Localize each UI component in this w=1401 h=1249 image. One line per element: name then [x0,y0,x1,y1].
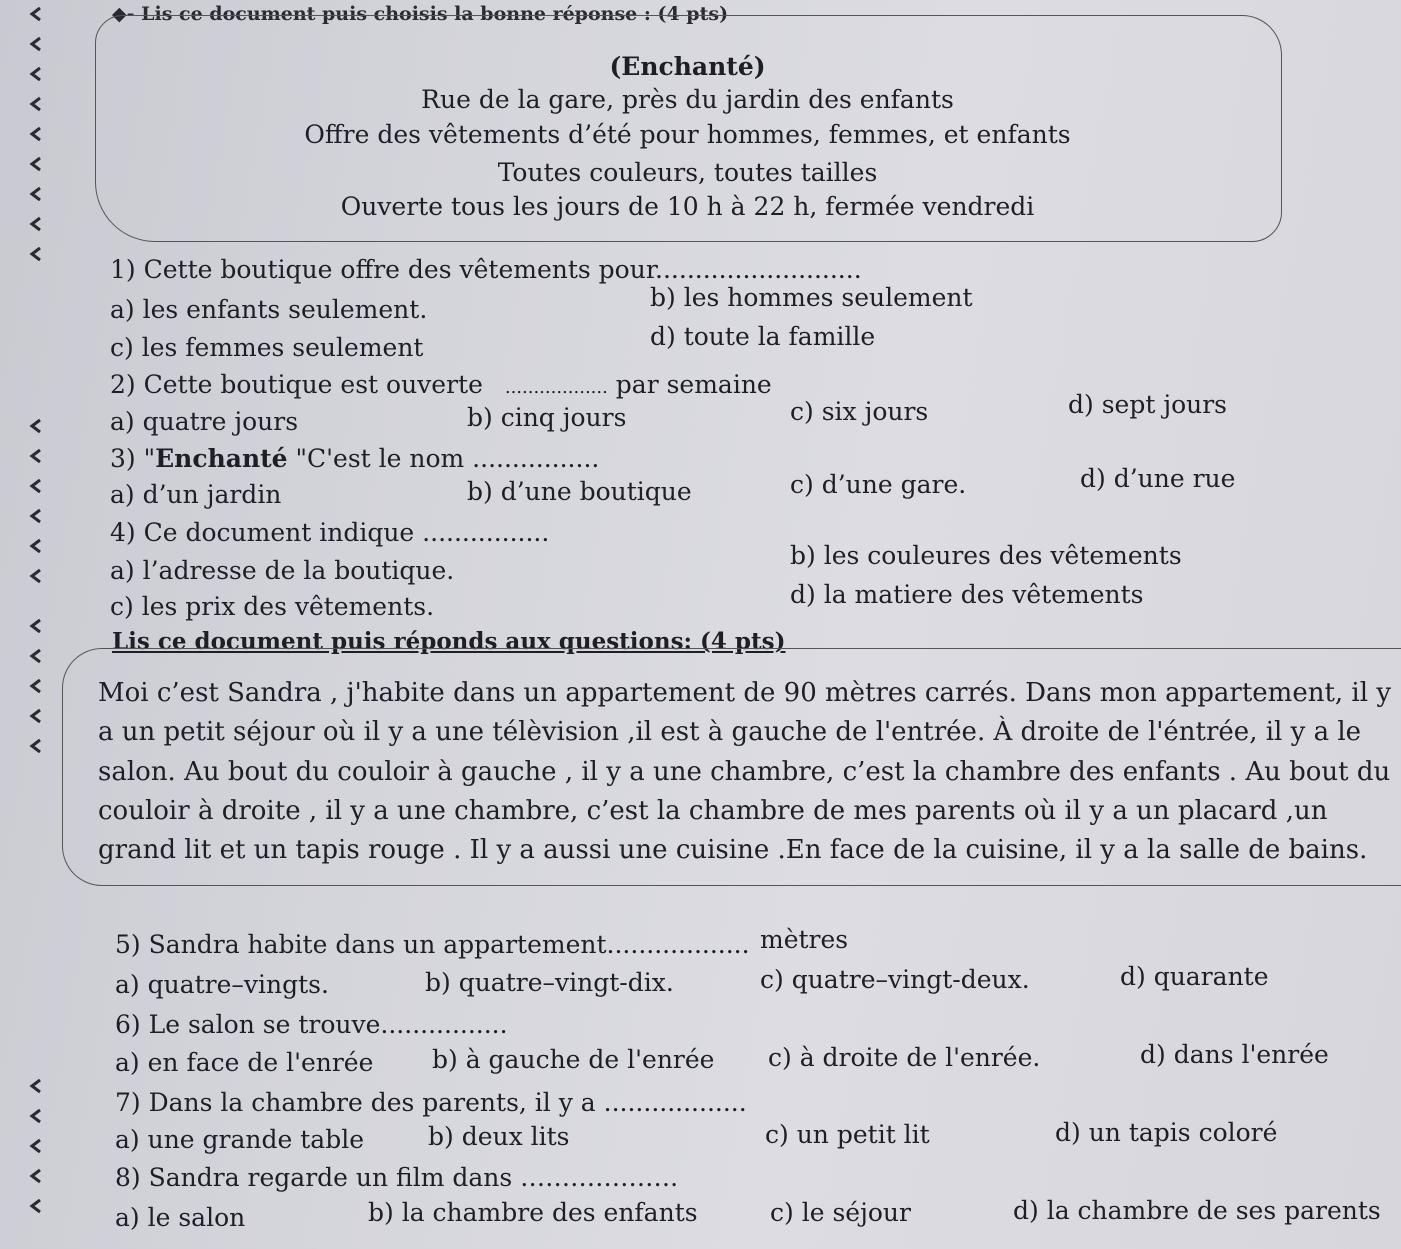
paragraph-line: a un petit séjour où il y a une télèvision ,il est à gauche de l'entrée. À droite de l'éntrée, il y a le [98,717,1362,747]
q1-option-a[interactable]: a) les enfants seulement. [110,295,428,324]
q4-option-b[interactable]: b) les couleures des vêtements [790,541,1182,570]
notice-line: Ouverte tous les jours de 10 h à 22 h, fermée vendredi [340,192,1035,221]
question-7: 7) Dans la chambre des parents, il y a .................. [115,1088,747,1117]
q7-option-c[interactable]: c) un petit lit [765,1120,930,1149]
question-4: 4) Ce document indique ................ [110,518,550,547]
question-5: 5) Sandra habite dans un appartement.................. [115,930,750,959]
notice-title: (Enchanté) [609,52,766,81]
spiral-binding [0,0,70,1249]
question-3-prefix: 3) " [110,444,156,473]
notice-line: Rue de la gare, près du jardin des enfants [421,85,954,114]
q1-option-d[interactable]: d) toute la famille [650,322,876,351]
q8-option-c[interactable]: c) le séjour [770,1198,911,1227]
q2-option-d[interactable]: d) sept jours [1068,390,1228,419]
q5-option-a[interactable]: a) quatre–vingts. [115,970,329,999]
question-3-bold: Enchanté [155,444,288,473]
q1-option-c[interactable]: c) les femmes seulement [110,333,424,362]
q2-option-c[interactable]: c) six jours [790,397,929,426]
q3-option-d[interactable]: d) d’une rue [1080,464,1236,493]
q1-option-b[interactable]: b) les hommes seulement [650,283,973,312]
notice-line: Toutes couleurs, toutes tailles [497,158,878,187]
question-5-suffix: mètres [760,925,849,954]
paragraph-line: Moi c’est Sandra , j'habite dans un appartement de 90 mètres carrés. Dans mon appartement, il y [98,678,1392,708]
q2-option-a[interactable]: a) quatre jours [110,407,299,436]
q7-option-b[interactable]: b) deux lits [428,1122,570,1151]
q6-option-a[interactable]: a) en face de l'enrée [115,1048,374,1077]
q7-option-d[interactable]: d) un tapis coloré [1055,1118,1278,1147]
paragraph-line: couloir à droite , il y a une chambre, c’est la chambre de mes parents où il y a un placard ,un [98,796,1328,826]
q5-option-d[interactable]: d) quarante [1120,962,1269,991]
question-2-text: 2) Cette boutique est ouverte [110,370,483,399]
question-2 [110,370,772,399]
q8-option-d[interactable]: d) la chambre de ses parents [1013,1196,1381,1225]
notice-line: Offre des vêtements d’été pour hommes, femmes, et enfants [304,120,1071,149]
q7-option-a[interactable]: a) une grande table [115,1125,364,1154]
question-6: 6) Le salon se trouve................ [115,1010,508,1039]
q5-option-b[interactable]: b) quatre–vingt-dix. [425,968,674,997]
q8-option-a[interactable]: a) le salon [115,1203,246,1232]
answer-blank[interactable]: .................. [504,377,608,398]
q3-option-c[interactable]: c) d’une gare. [790,470,967,499]
q6-option-b[interactable]: b) à gauche de l'enrée [432,1045,715,1074]
paragraph-line: grand lit et un tapis rouge . Il y a aussi une cuisine .En face de la cuisine, il y a la salle de bains. [98,835,1368,865]
section2-header: Lis ce document puis réponds aux questions: (4 pts) [112,628,786,655]
question-3-rest: "C'est le nom ................ [287,444,600,473]
diamond-bullet-icon: ◆ [112,3,127,25]
q8-option-b[interactable]: b) la chambre des enfants [368,1198,698,1227]
q6-option-d[interactable]: d) dans l'enrée [1140,1040,1329,1069]
q2-option-b[interactable]: b) cinq jours [467,403,627,432]
q5-option-c[interactable]: c) quatre–vingt-deux. [760,965,1030,994]
question-8: 8) Sandra regarde un film dans ………………. [115,1163,679,1192]
q4-option-c[interactable]: c) les prix des vêtements. [110,592,435,621]
section1-header: ◆- Lis ce document puis choisis la bonne réponse : (4 pts) [112,3,729,25]
q4-option-d[interactable]: d) la matiere des vêtements [790,580,1144,609]
q3-option-b[interactable]: b) d’une boutique [467,477,692,506]
question-2-suffix: par semaine [615,370,772,399]
question-3 [110,444,599,473]
q3-option-a[interactable]: a) d’un jardin [110,480,282,509]
q6-option-c[interactable]: c) à droite de l'enrée. [768,1043,1041,1072]
q4-option-a[interactable]: a) l’adresse de la boutique. [110,556,455,585]
question-1: 1) Cette boutique offre des vêtements pour.......................... [110,255,862,284]
paragraph-line: salon. Au bout du couloir à gauche , il y a une chambre, c’est la chambre des enfants . Au bout du [98,757,1391,787]
